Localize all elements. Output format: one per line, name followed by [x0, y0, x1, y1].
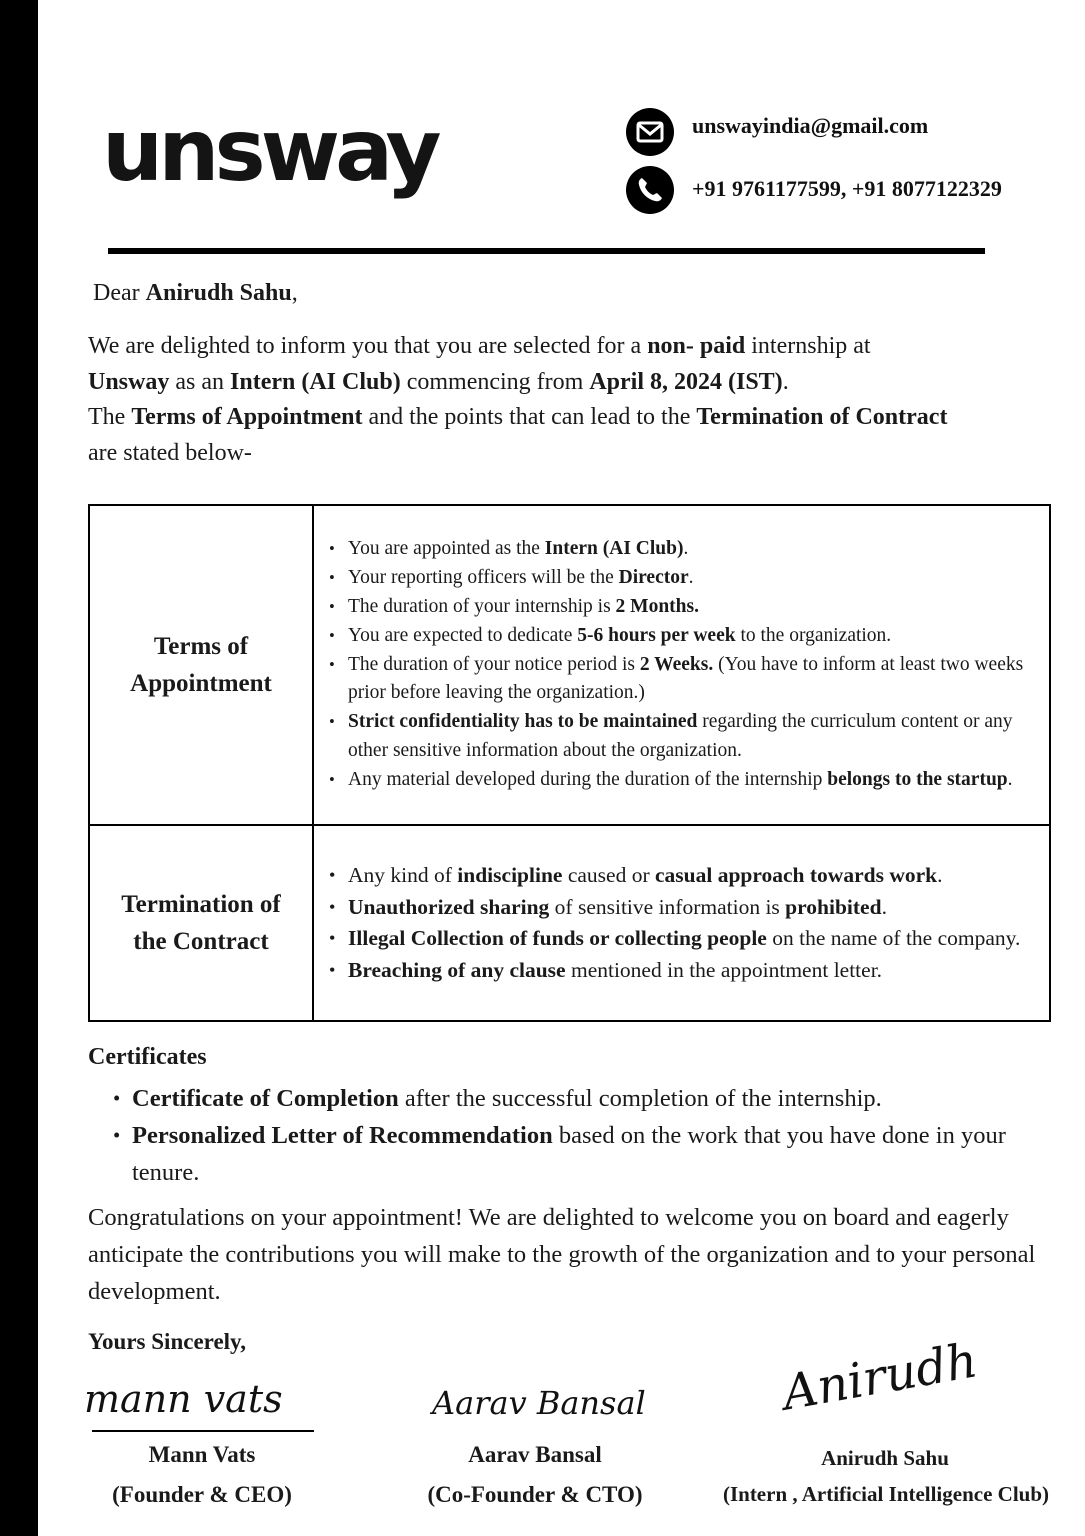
termination-label: Termination of the Contract [121, 891, 281, 955]
termination-item: • Unauthorized sharing of sensitive information is prohibited. [324, 892, 1049, 924]
termination-item: • Illegal Collection of funds or collecting people on the name of the company. [324, 923, 1049, 955]
email-icon [626, 108, 674, 156]
termination-item: • Breaching of any clause mentioned in the appointment letter. [324, 955, 1049, 987]
terms-item: • The duration of your internship is 2 Months. [324, 593, 1049, 622]
closing-paragraph: Congratulations on your appointment! We are delighted to welcome you on board and eagerly anticipate the contributions you will make to the growth of the organization and to your personal development. [88, 1204, 1036, 1305]
terms-item: • The duration of your notice period is 2 Weeks. (You have to inform at least two weeks prior before leaving the organization.) [324, 651, 1049, 709]
phone-icon [626, 166, 674, 214]
sign-off: Yours Sincerely, [88, 1329, 247, 1354]
signature-line [92, 1430, 314, 1432]
signatory-role: (Founder & CEO) [112, 1482, 292, 1507]
termination-content-cell [313, 825, 1050, 1021]
certificates-heading: Certificates [88, 1044, 207, 1070]
terms-item: • Strict confidentiality has to be maintained regarding the curriculum content or any other sensitive information about the organization. [324, 708, 1049, 766]
signatory-role: (Co-Founder & CTO) [427, 1482, 643, 1507]
signatory-role: (Intern , Artificial Intelligence Club) [722, 1482, 1050, 1506]
header-divider [108, 248, 985, 254]
certificate-item: • Personalized Letter of Recommendation based on the work that you have done in your tenure. [108, 1117, 1053, 1191]
unsway-logo [100, 110, 440, 220]
logo-wordmark: unsway [102, 110, 437, 201]
termination-item: • Any kind of indiscipline caused or casual approach towards work. [324, 860, 1049, 892]
phone-text[interactable]: +91 9761177599, +91 8077122329 [692, 176, 1002, 201]
terms-content-cell [313, 505, 1050, 825]
signature-aarav-bansal [430, 1372, 660, 1434]
greeting: Dear Anirudh Sahu, [93, 280, 298, 306]
terms-row [89, 505, 1050, 825]
recipient-name: Anirudh Sahu [145, 280, 292, 306]
svg-text:Aarav Bansal: Aarav Bansal [432, 1384, 646, 1422]
certificates-list [108, 1080, 1053, 1191]
terms-item: • Any material developed during the duration of the internship belongs to the startup. [324, 766, 1049, 795]
signatory-name: Anirudh Sahu [821, 1446, 949, 1470]
terms-list [324, 535, 1049, 794]
email-row [626, 108, 928, 156]
signatory-name: Aarav Bansal [468, 1442, 602, 1467]
termination-list [324, 860, 1049, 986]
terms-item: • Your reporting officers will be the Director. [324, 564, 1049, 593]
intro-paragraph: We are delighted to inform you that you are selected for a non- paid internship at Unsway as an Intern (AI Club) commencing from April 8, 2024 (IST). The Terms of Appointment and the points that can lead to the Termination of Contract are stated below- [88, 333, 948, 466]
signatory-name: Mann Vats [148, 1442, 256, 1467]
signature-anirudh [775, 1292, 995, 1432]
terms-table [88, 504, 1051, 1022]
certificate-item: • Certificate of Completion after the successful completion of the internship. [108, 1080, 1053, 1117]
svg-text:mann vats: mann vats [84, 1377, 283, 1421]
terms-label-cell [89, 505, 313, 825]
terms-item: • You are expected to dedicate 5-6 hours per week to the organization. [324, 622, 1049, 651]
phone-row [626, 166, 1002, 214]
left-edge-bar [0, 0, 38, 1536]
termination-row [89, 825, 1050, 1021]
email-text[interactable]: unswayindia@gmail.com [692, 113, 929, 138]
terms-item: • You are appointed as the Intern (AI Club). [324, 535, 1049, 564]
svg-text:Anirudh: Anirudh [778, 1332, 982, 1422]
signature-mann-vats [82, 1370, 312, 1430]
terms-label: Terms of Appointment [130, 633, 272, 697]
termination-label-cell [89, 825, 313, 1021]
